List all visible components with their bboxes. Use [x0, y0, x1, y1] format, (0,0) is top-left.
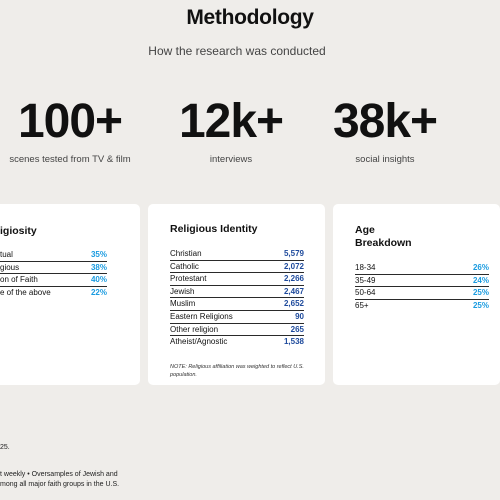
- stat-social-value: 38k+: [332, 95, 438, 148]
- row-value: 265: [290, 324, 304, 334]
- age-title-line: Breakdown: [355, 237, 412, 249]
- stat-interviews-label: interviews: [209, 154, 253, 165]
- list-item: [170, 286, 304, 299]
- religious-identity-card: [148, 204, 325, 385]
- list-item: [170, 298, 304, 311]
- footnote-line: t weekly • Oversamples of Jewish and: [0, 471, 118, 478]
- row-value: 90: [295, 311, 304, 321]
- religious-identity-list: [170, 248, 304, 348]
- list-item: [170, 336, 304, 348]
- religious-identity-title: Religious Identity: [170, 223, 258, 235]
- row-label: Protestant: [170, 274, 207, 284]
- note-line: NOTE: Religious affiliation was weighted to reflect U.S.: [170, 364, 304, 370]
- row-value: 25%: [472, 300, 489, 310]
- list-item: [170, 273, 304, 286]
- row-label: tual: [0, 250, 13, 259]
- list-item: [170, 248, 304, 261]
- row-label: on of Faith: [0, 275, 38, 285]
- religiosity-card-title: igiosity: [0, 225, 37, 237]
- row-value: 1,538: [283, 337, 304, 347]
- stat-scenes-value: 100+: [17, 95, 123, 148]
- stat-interviews-value: 12k+: [178, 95, 284, 148]
- row-value: 2,652: [283, 299, 304, 309]
- list-item: [170, 324, 304, 337]
- list-item: [355, 287, 489, 300]
- age-breakdown-list: [355, 262, 489, 311]
- row-value: 38%: [90, 262, 107, 272]
- footnote-line: mong all major faith groups in the U.S.: [0, 481, 120, 488]
- row-label: Muslim: [170, 299, 196, 309]
- stat-social-label: social insights: [355, 154, 415, 165]
- page-subtitle: How the research was conducted: [148, 44, 326, 58]
- list-item: [170, 311, 304, 324]
- list-item: [170, 261, 304, 274]
- row-label: Other religion: [170, 324, 219, 334]
- age-title-line: Age: [355, 224, 375, 236]
- row-value: 5,579: [283, 249, 304, 258]
- row-label: Atheist/Agnostic: [170, 337, 228, 347]
- religiosity-list: [0, 249, 107, 298]
- note-line: population.: [170, 372, 197, 378]
- row-label: 18-34: [355, 263, 376, 272]
- list-item: [355, 275, 489, 288]
- list-item: [0, 262, 107, 275]
- age-breakdown-title: [355, 224, 412, 250]
- religiosity-card: [0, 204, 140, 385]
- list-item: [0, 274, 107, 287]
- row-value: 2,072: [283, 261, 304, 271]
- list-item: [0, 287, 107, 299]
- religious-identity-note: [170, 363, 304, 379]
- row-label: Christian: [170, 249, 202, 258]
- row-label: 35-49: [355, 275, 376, 285]
- row-value: 2,467: [283, 286, 304, 296]
- row-value: 2,266: [283, 274, 304, 284]
- list-item: [355, 300, 489, 312]
- row-label: Jewish: [170, 286, 195, 296]
- row-value: 40%: [90, 275, 107, 285]
- list-item: [355, 262, 489, 275]
- age-breakdown-card: [333, 204, 500, 385]
- row-label: Catholic: [170, 261, 199, 271]
- row-label: 50-64: [355, 288, 376, 298]
- row-label: 65+: [355, 300, 369, 310]
- row-label: gious: [0, 262, 20, 272]
- row-label: Eastern Religions: [170, 311, 233, 321]
- list-item: [0, 249, 107, 262]
- row-label: e of the above: [0, 287, 51, 297]
- row-value: 24%: [472, 275, 489, 285]
- stat-scenes-label: scenes tested from TV & film: [9, 154, 131, 165]
- row-value: 35%: [90, 250, 107, 259]
- page-title: Methodology: [186, 6, 314, 29]
- row-value: 25%: [472, 288, 489, 298]
- row-value: 26%: [472, 263, 489, 272]
- row-value: 22%: [90, 287, 107, 297]
- footnote-line: 25.: [0, 444, 10, 451]
